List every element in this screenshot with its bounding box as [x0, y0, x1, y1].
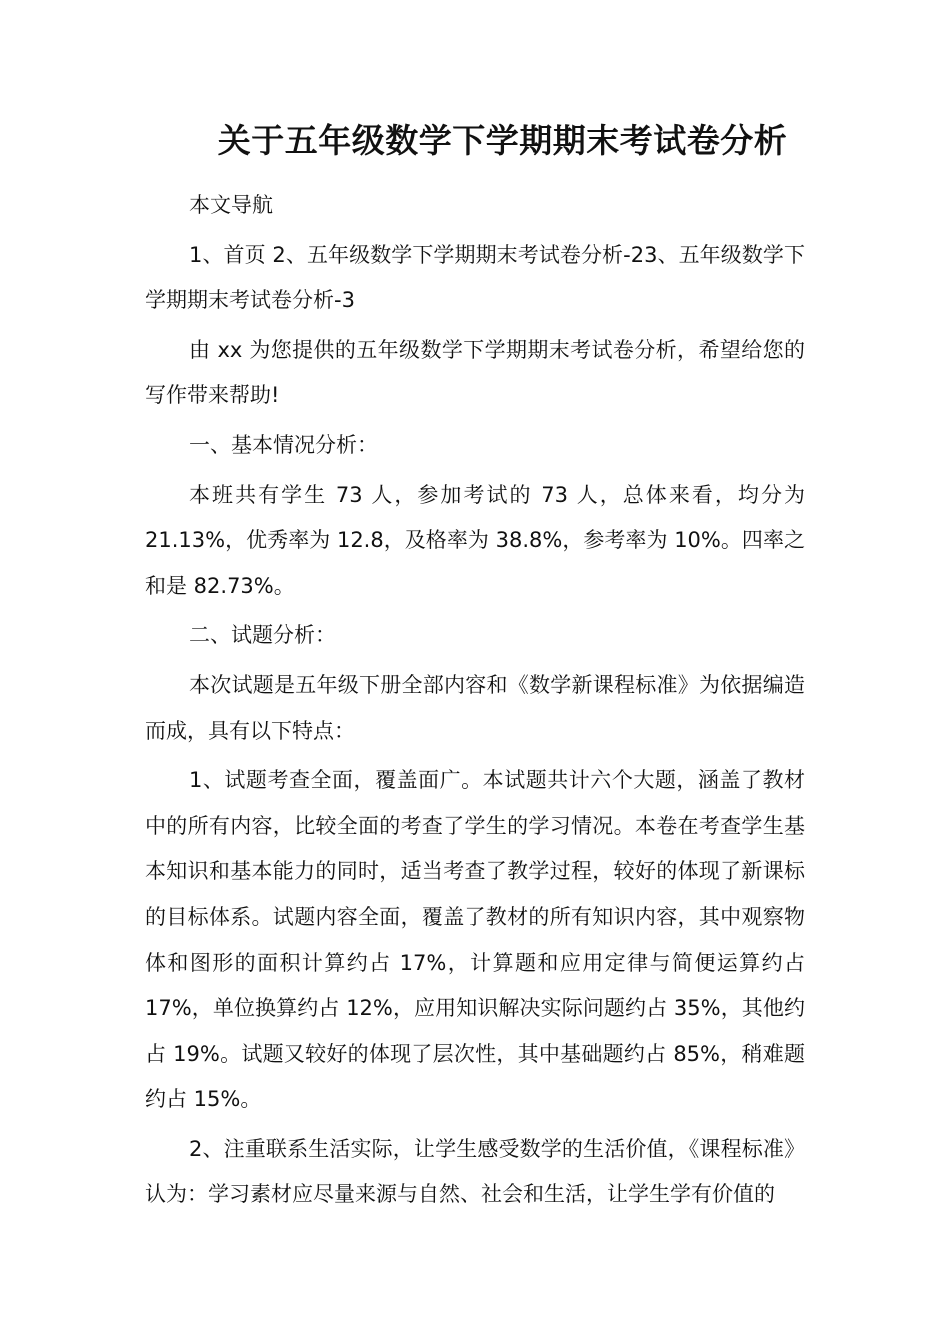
paragraph-nav-heading: 本文导航	[189, 193, 273, 217]
section-heading-basic: 一、基本情况分析：	[189, 432, 378, 457]
section-heading-questions: 二、试题分析：	[189, 623, 336, 648]
document-title: 关于五年级数学下学期期末考试卷分析	[217, 121, 788, 160]
paragraph-nav-links: 1、首页 2、五年级数学下学期期末考试卷分析-23、五年级数学下学期期末考试卷分析-3	[145, 242, 805, 313]
paragraph-questions-intro: 本次试题是五年级下册全部内容和《数学新课程标准》为依据编造而成，具有以下特点：	[145, 672, 805, 743]
paragraph-intro: 由 xx 为您提供的五年级数学下学期期末考试卷分析，希望给您的写作带来帮助!	[145, 337, 805, 408]
paragraph-point-2: 2、注重联系生活实际，让学生感受数学的生活价值，《课程标准》认为：学习素材应尽量来源与自然、社会和生活，让学生学有价值的	[145, 1136, 805, 1207]
paragraph-basic-stats: 本班共有学生 73 人，参加考试的 73 人，总体来看，均分为 21.13%，优秀率为 12.8，及格率为 38.8%，参考率为 10%。四率之和是 82.73%。	[145, 482, 805, 598]
document-body	[145, 183, 805, 1218]
paragraph-point-1: 1、试题考查全面，覆盖面广。本试题共计六个大题，涵盖了教材中的所有内容，比较全面的考查了学生的学习情况。本卷在考查学生基本知识和基本能力的同时，适当考查了教学过程，较好的体现了新课标的目标体系。试题内容全面，覆盖了教材的所有知识内容，其中观察物体和图形的面积计算约占 17%，计算题和应用定律与简便运算约占 17%，单位换算约占 12%，应用知识解决实际问题约占 35%，其他约占 19%。试题又较好的体现了层次性，其中基础题约占 85%，稍难题约占 15%。	[145, 768, 805, 1112]
